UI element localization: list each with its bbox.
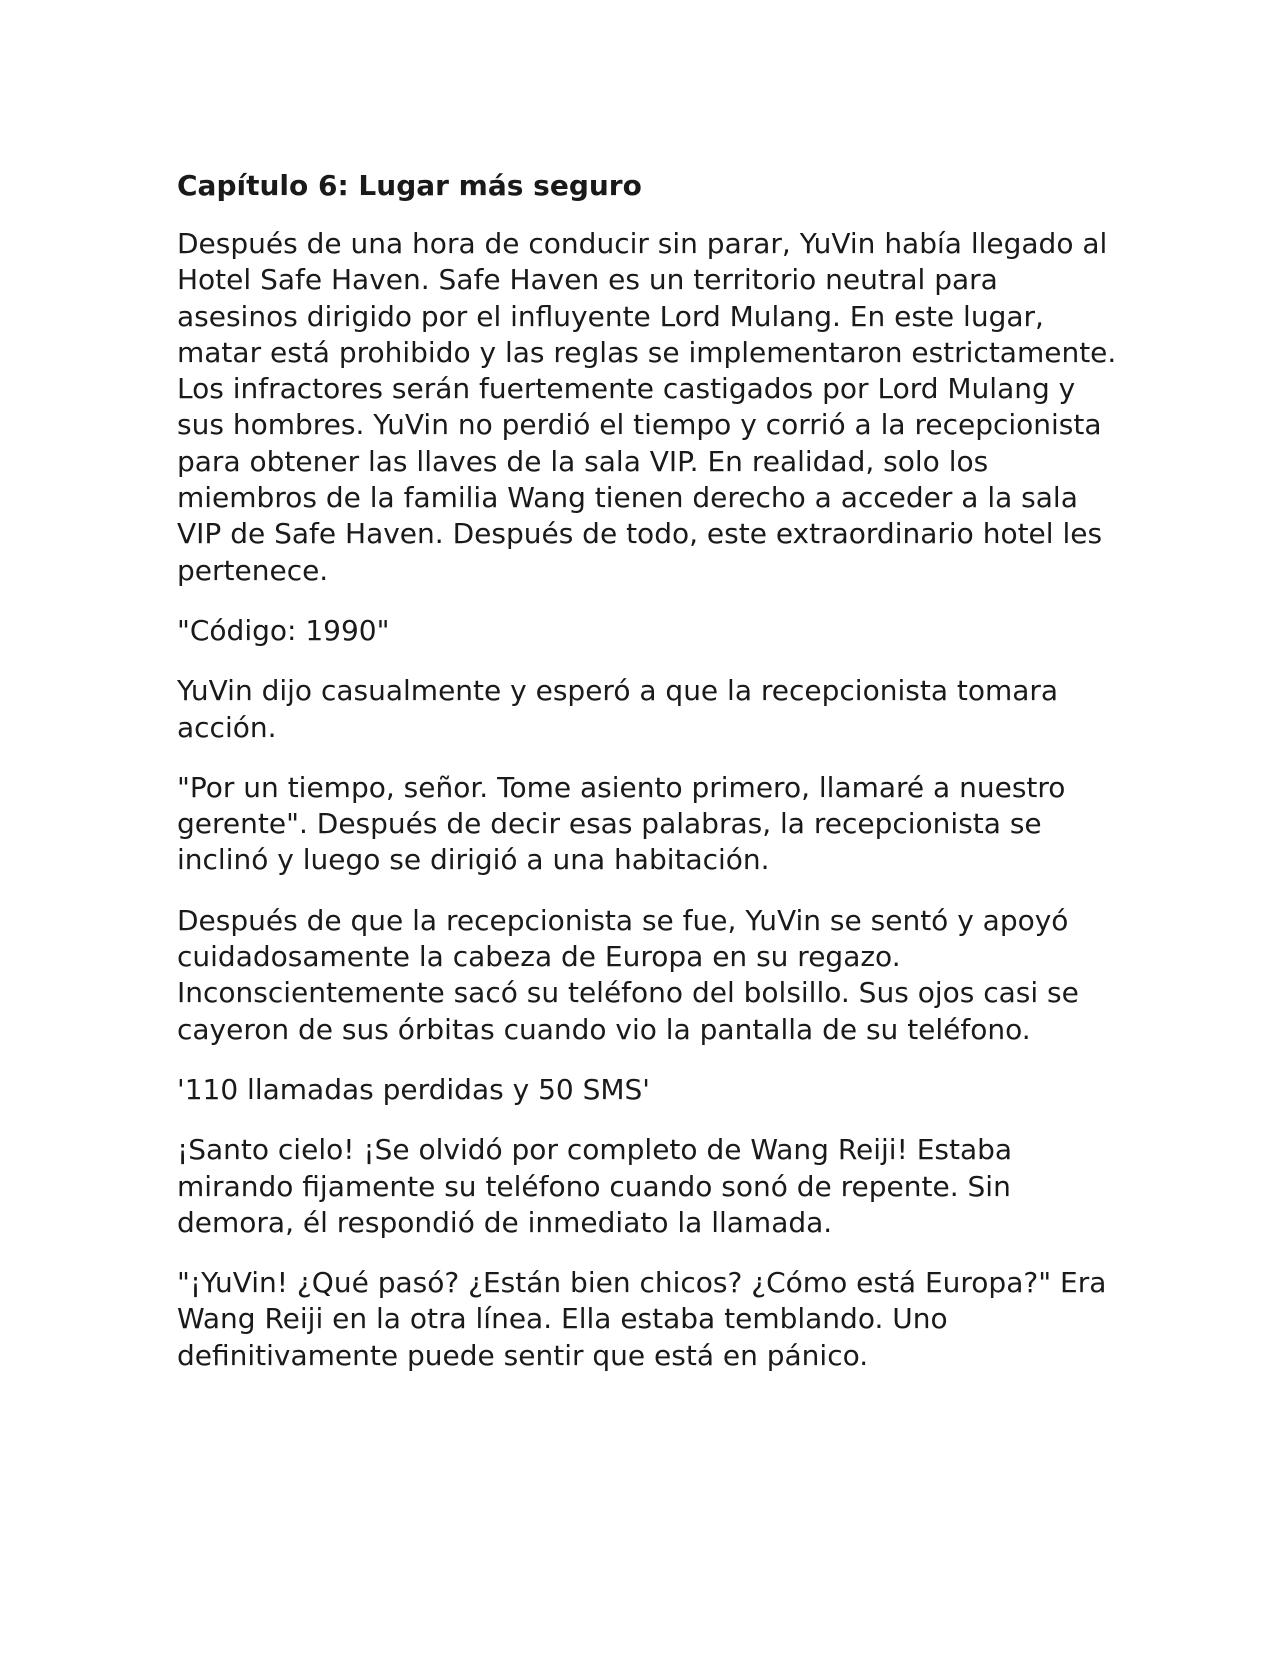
paragraph-wang-reiji: ¡Santo cielo! ¡Se olvidó por completo de Wang Reiji! Estaba mirando fijamente su teléfono cuando sonó de repente. Sin demora, él respondió de inmediato la llamada. — [177, 1133, 1013, 1239]
paragraph-call: "¡YuVin! ¿Qué pasó? ¿Están bien chicos? ¿Cómo está Europa?" Era Wang Reiji en la otra línea. Ella estaba temblando. Uno definitivamente puede sentir que está en pánico. — [177, 1266, 1107, 1372]
paragraph-receptionist: "Por un tiempo, señor. Tome asiento primero, llamaré a nuestro gerente". Después de decir esas palabras, la recepcionista se inclinó y luego se dirigió a una habitación. — [177, 770, 1066, 877]
paragraph-casual: YuVin dijo casualmente y esperó a que la recepcionista tomara acción. — [177, 674, 1059, 744]
paragraph-code: "Código: 1990" — [177, 613, 390, 647]
paragraph-arrival: Después de una hora de conducir sin parar, YuVin había llegado al Hotel Safe Haven. Safe Haven es un territorio neutral para asesinos dirigido por el influyente Lord Mulang. En este lugar, matar está prohibido y las reglas se implementaron estrictamente. Los infractores serán fuertemente castigados por Lord Mulang y sus hombres. YuVin no perdió el tiempo y corrió a la recepcionista para obtener las llaves de la sala VIP. En realidad, solo los miembros de la familia Wang tienen derecho a acceder a la sala VIP de Safe Haven. Después de todo, este extraordinario hotel les pertenece. — [177, 227, 1117, 587]
chapter-title: Capítulo 6: Lugar más seguro — [177, 169, 642, 202]
paragraph-phone: Después de que la recepcionista se fue, YuVin se sentó y apoyó cuidadosamente la cabeza de Europa en su regazo. Inconscientemente sacó su teléfono del bolsillo. Sus ojos casi se cayeron de sus órbitas cuando vio la pantalla de su teléfono. — [177, 903, 1079, 1046]
document-page — [177, 168, 1117, 1398]
paragraph-missed-calls: '110 llamadas perdidas y 50 SMS' — [177, 1072, 651, 1106]
